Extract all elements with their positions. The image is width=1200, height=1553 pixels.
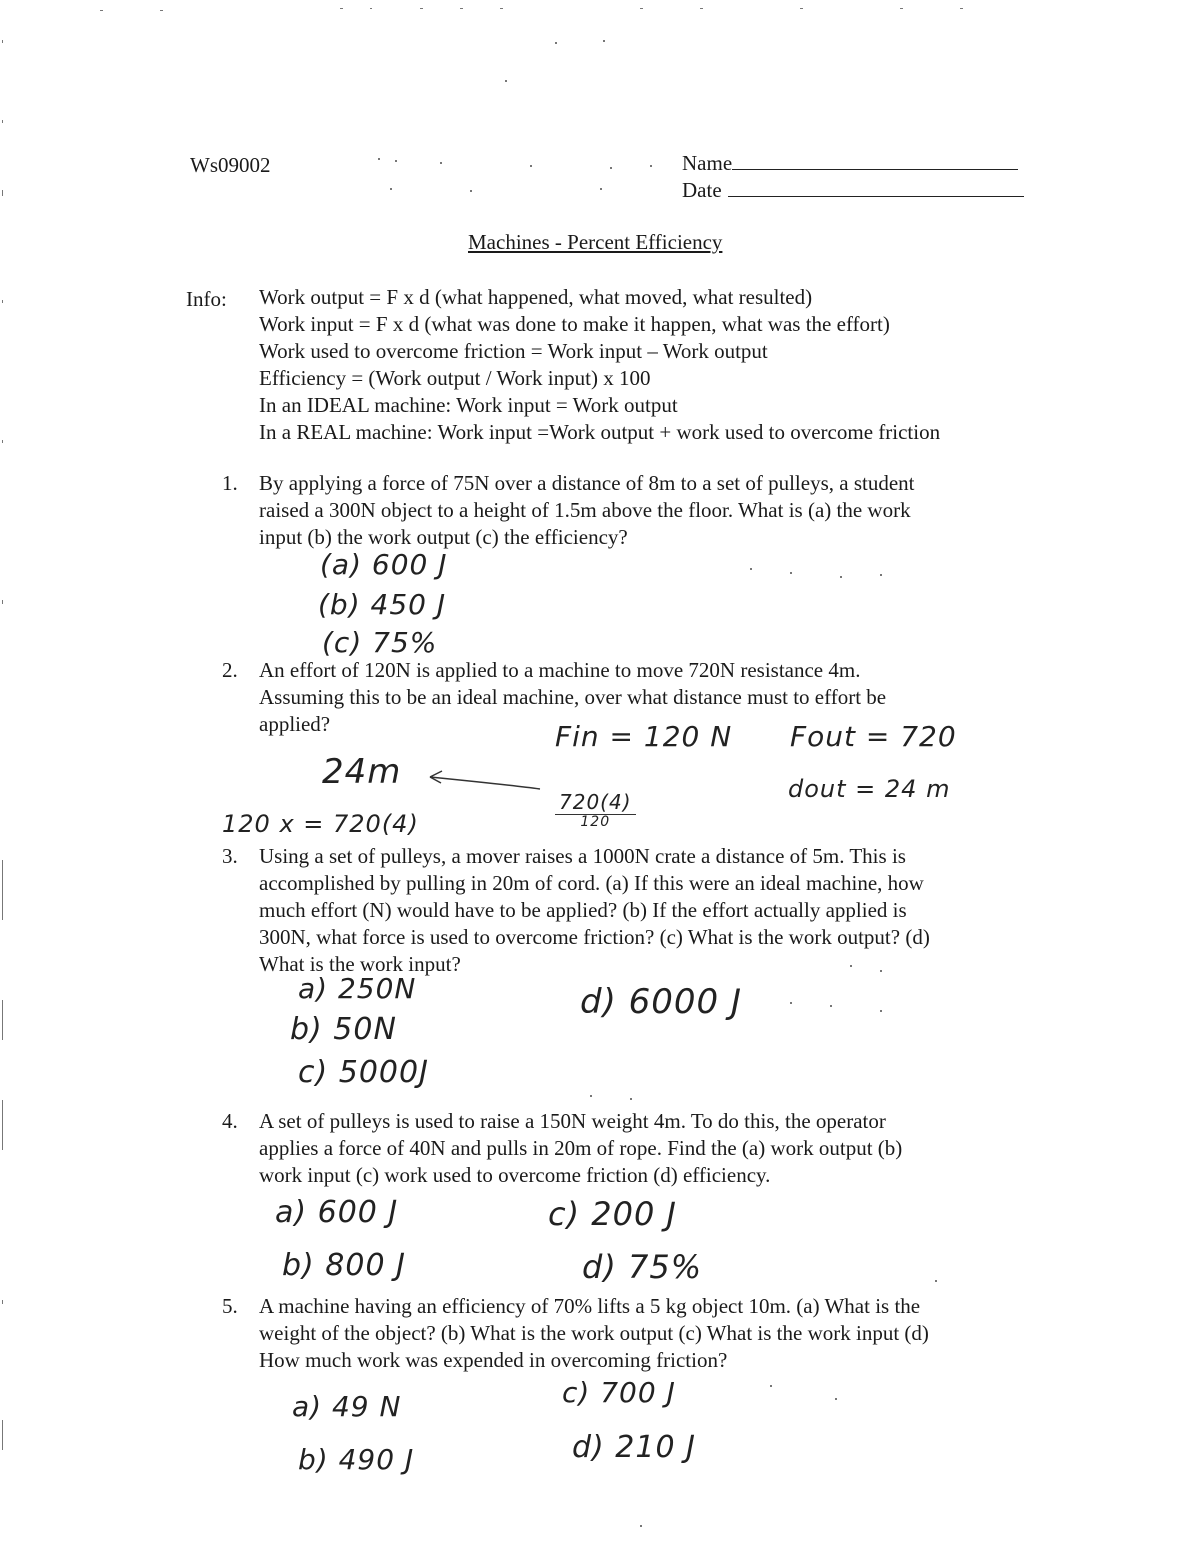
question-line: raised a 300N object to a height of 1.5m above the floor. What is (a) the work xyxy=(259,498,911,522)
question-line: How much work was expended in overcoming friction? xyxy=(259,1348,728,1372)
answer-3a: a) 250N xyxy=(298,972,417,1005)
answer-1a: (a) 600 J xyxy=(320,548,448,581)
answer-2-distance-out: dout = 24 m xyxy=(788,775,951,803)
answer-5b: b) 490 J xyxy=(298,1443,415,1476)
answer-5c: c) 700 J xyxy=(562,1376,676,1409)
question-line: A machine having an efficiency of 70% lifts a 5 kg object 10m. (a) What is the xyxy=(259,1294,921,1318)
answer-4b: b) 800 J xyxy=(282,1248,406,1283)
info-line: Work output = F x d (what happened, what moved, what resulted) xyxy=(259,285,813,309)
question-line: applied? xyxy=(259,712,331,736)
date-line[interactable] xyxy=(728,196,1024,197)
answer-5d: d) 210 J xyxy=(572,1430,696,1465)
answer-2-force-out: Fout = 720 xyxy=(790,720,957,753)
question-line: applies a force of 40N and pulls in 20m of rope. Find the (a) work output (b) xyxy=(259,1136,903,1160)
answer-4d: d) 75% xyxy=(582,1248,703,1286)
name-field[interactable] xyxy=(682,150,1018,177)
info-label: Info: xyxy=(186,287,227,311)
question-line: Assuming this to be an ideal machine, over what distance must to effort be xyxy=(259,685,887,709)
answer-4c: c) 200 J xyxy=(548,1195,677,1233)
answer-2-force-in: Fin = 120 N xyxy=(555,720,733,753)
question-1-text xyxy=(259,470,915,551)
answer-1c: (c) 75% xyxy=(322,626,438,659)
info-line: In a REAL machine: Work input =Work output + work used to overcome friction xyxy=(259,420,941,444)
info-line: Efficiency = (Work output / Work input) x 100 xyxy=(259,366,651,390)
info-line: Work used to overcome friction = Work input – Work output xyxy=(259,339,768,363)
answer-5a: a) 49 N xyxy=(292,1390,402,1423)
info-lines xyxy=(259,284,940,446)
name-line[interactable] xyxy=(732,169,1018,170)
question-line: weight of the object? (b) What is the work output (c) What is the work input (d) xyxy=(259,1321,929,1345)
question-4-number: 4. xyxy=(222,1109,238,1133)
info-line: In an IDEAL machine: Work input = Work output xyxy=(259,393,678,417)
answer-2-calc: 120 x = 720(4) xyxy=(222,810,419,838)
question-line: What is the work input? xyxy=(259,952,461,976)
worksheet-code: Ws09002 xyxy=(190,153,271,177)
fraction-top: 720(4) xyxy=(555,790,636,815)
date-label: Date xyxy=(682,178,722,202)
date-field[interactable] xyxy=(682,177,1024,204)
question-3-text xyxy=(259,843,930,978)
question-line: much effort (N) would have to be applied? (b) If the effort actually applied is xyxy=(259,898,907,922)
question-5-number: 5. xyxy=(222,1294,238,1318)
fraction-bottom: 120 xyxy=(580,814,611,830)
answer-2-result: 24m xyxy=(322,752,402,792)
question-line: work input (c) work used to overcome friction (d) efficiency. xyxy=(259,1163,771,1187)
question-line: A set of pulleys is used to raise a 150N weight 4m. To do this, the operator xyxy=(259,1109,886,1133)
question-4-text xyxy=(259,1108,902,1189)
question-line: accomplished by pulling in 20m of cord. (a) If this were an ideal machine, how xyxy=(259,871,924,895)
question-line: input (b) the work output (c) the efficiency? xyxy=(259,525,628,549)
answer-3b: b) 50N xyxy=(290,1012,397,1047)
question-line: An effort of 120N is applied to a machine to move 720N resistance 4m. xyxy=(259,658,861,682)
answer-4a: a) 600 J xyxy=(275,1195,399,1230)
answer-3c: c) 5000J xyxy=(298,1055,429,1090)
answer-2-fraction xyxy=(555,790,636,829)
question-line: Using a set of pulleys, a mover raises a 1000N crate a distance of 5m. This is xyxy=(259,844,906,868)
arrow-icon xyxy=(420,765,545,795)
answer-1b: (b) 450 J xyxy=(318,588,447,621)
question-1-number: 1. xyxy=(222,471,238,495)
question-3-number: 3. xyxy=(222,844,238,868)
question-line: 300N, what force is used to overcome friction? (c) What is the work output? (d) xyxy=(259,925,930,949)
name-label: Name xyxy=(682,151,733,175)
question-2-number: 2. xyxy=(222,658,238,682)
question-5-text xyxy=(259,1293,929,1374)
answer-3d: d) 6000 J xyxy=(580,982,743,1022)
question-line: By applying a force of 75N over a distance of 8m to a set of pulleys, a student xyxy=(259,471,915,495)
page-title: Machines - Percent Efficiency xyxy=(468,230,723,254)
info-line: Work input = F x d (what was done to make it happen, what was the effort) xyxy=(259,312,890,336)
